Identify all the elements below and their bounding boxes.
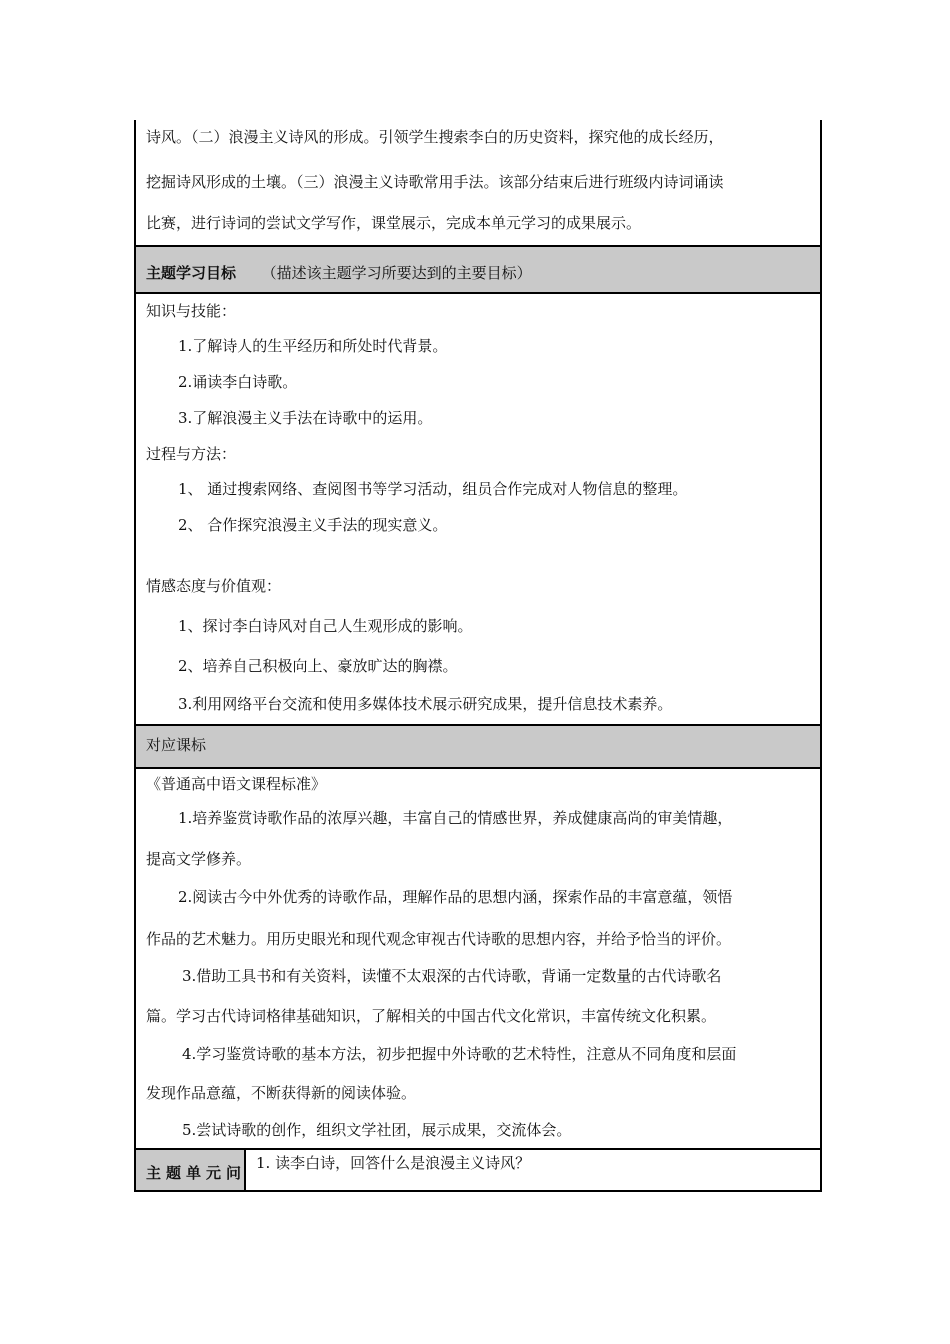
goals-header: [136, 247, 820, 294]
intro-line-1: 诗风。（二）浪漫主义诗风的形成。引领学生搜索李白的历史资料，探究他的成长经历，: [146, 128, 724, 146]
unit-question-row: [136, 1150, 820, 1192]
standards-header: [136, 726, 820, 769]
emotion-item-3: 3.利用网络平台交流和使用多媒体技术展示研究成果，提升信息技术素养。: [178, 695, 673, 713]
standards-line-2: 1.培养鉴赏诗歌作品的浓厚兴趣，丰富自己的情感世界，养成健康高尚的审美情趣，: [178, 809, 733, 827]
unit-question-item: 1. 读李白诗，回答什么是浪漫主义诗风？: [256, 1154, 531, 1172]
standards-line-9: 发现作品意蕴，不断获得新的阅读体验。: [146, 1084, 417, 1102]
standards-line-4: 2.阅读古今中外优秀的诗歌作品，理解作品的思想内涵，探索作品的丰富意蕴，领悟: [178, 888, 733, 906]
standards-header-title: 对应课标: [146, 736, 207, 754]
unit-question-content-cell: [246, 1150, 820, 1190]
intro-line-3: 比赛，进行诗词的尝试文学写作，课堂展示，完成本单元学习的成果展示。: [146, 214, 642, 232]
standards-cell: [136, 769, 820, 1150]
unit-question-label: 主题单元问: [146, 1164, 247, 1182]
intro-line-2: 挖掘诗风形成的土壤。（三）浪漫主义诗歌常用手法。该部分结束后进行班级内诗词诵读: [146, 173, 724, 191]
emotion-item-1: 1、探讨李白诗风对自己人生观形成的影响。: [178, 617, 473, 635]
lesson-plan-table: [134, 120, 822, 1192]
intro-cell: [136, 120, 820, 247]
goals-header-desc: （描述该主题学习所要达到的主要目标）: [261, 264, 532, 282]
goals-header-title: 主题学习目标: [146, 264, 237, 282]
process-item-1: 1、 通过搜索网络、查阅图书等学习活动，组员合作完成对人物信息的整理。: [178, 480, 688, 498]
standards-line-10: 5.尝试诗歌的创作，组织文学社团，展示成果，交流体会。: [182, 1121, 572, 1139]
knowledge-item-2: 2.诵读李白诗歌。: [178, 373, 298, 391]
standards-line-1: 《普通高中语文课程标准》: [146, 775, 327, 793]
process-item-2: 2、 合作探究浪漫主义手法的现实意义。: [178, 516, 448, 534]
goals-cell: [136, 294, 820, 726]
standards-line-7: 篇。学习古代诗词格律基础知识，了解相关的中国古代文化常识，丰富传统文化积累。: [146, 1007, 717, 1025]
knowledge-item-3: 3.了解浪漫主义手法在诗歌中的运用。: [178, 409, 433, 427]
knowledge-item-1: 1.了解诗人的生平经历和所处时代背景。: [178, 337, 448, 355]
standards-line-5: 作品的艺术魅力。用历史眼光和现代观念审视古代诗歌的思想内容，并给予恰当的评价。: [146, 930, 732, 948]
standards-line-6: 3.借助工具书和有关资料，读懂不太艰深的古代诗歌，背诵一定数量的古代诗歌名: [182, 967, 722, 985]
emotion-title: 情感态度与价值观：: [146, 577, 282, 595]
process-title: 过程与方法：: [146, 445, 237, 463]
emotion-item-2: 2、培养自己积极向上、豪放旷达的胸襟。: [178, 657, 458, 675]
standards-line-3: 提高文学修养。: [146, 850, 252, 868]
unit-question-label-cell: [136, 1150, 246, 1190]
knowledge-title: 知识与技能：: [146, 302, 237, 320]
standards-line-8: 4.学习鉴赏诗歌的基本方法，初步把握中外诗歌的艺术特性，注意从不同角度和层面: [182, 1045, 737, 1063]
